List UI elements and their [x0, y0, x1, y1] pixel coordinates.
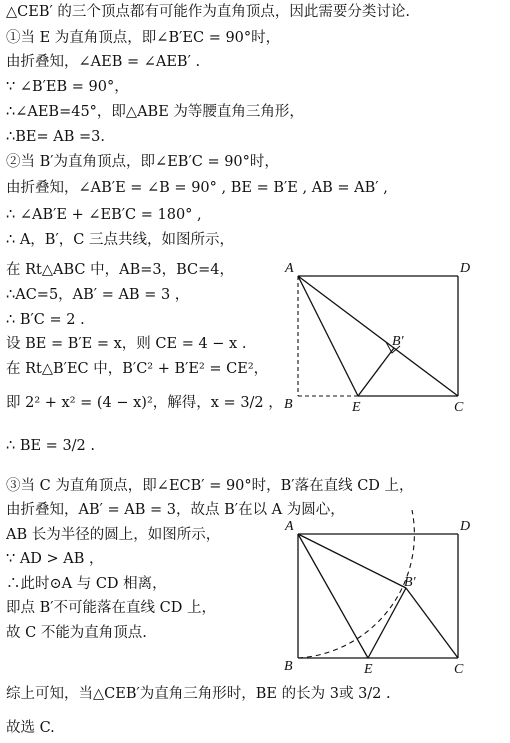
text-line: ∵ ∠B′EB = 90°， [6, 79, 129, 95]
text-line: ①当 E 为直角顶点，即∠B′EC = 90°时， [6, 30, 281, 46]
figure-rectangle-case3 [280, 510, 480, 680]
text-line: ∴ A，B′，C 三点共线，如图所示， [6, 232, 234, 248]
text-line: 即 2² + x² = (4 − x)²，解得，x = 3/2 ， [6, 395, 283, 411]
text-line: ∴∠AEB=45°，即△ABE 为等腰直角三角形， [6, 104, 304, 120]
label-b: B [284, 397, 293, 412]
label-bprime: B′ [404, 575, 416, 590]
label-d: D [460, 519, 471, 534]
text-line: ∴ B′C = 2 . [6, 312, 85, 328]
text-line: ∴ ∠AB′E + ∠EB′C = 180° , [6, 207, 202, 223]
text-line: ②当 B′为直角顶点，即∠EB′C = 90°时， [6, 154, 279, 170]
text-line: 在 Rt△ABC 中，AB=3，BC=4， [6, 262, 234, 278]
text-line: ∵ AD > AB ， [6, 551, 104, 567]
text-line: 由折叠知，∠AB′E = ∠B = 90° , BE = B′E , AB = AB′ , [6, 180, 388, 196]
label-a: A [285, 519, 294, 534]
label-bprime: B′ [392, 334, 404, 349]
text-line: ∴AC=5，AB′ = AB = 3 ， [6, 287, 190, 303]
text-line: 故 C 不能为直角顶点. [6, 625, 147, 641]
text-line: ∴ BE = 3/2 . [6, 438, 95, 454]
text-line: 即点 B′不可能落在直线 CD 上， [6, 600, 216, 616]
text-line: 故选 C. [6, 720, 55, 736]
text-line: △CEB′ 的三个顶点都有可能作为直角顶点，因此需要分类讨论. [6, 4, 410, 20]
text-line: 由折叠知，AB′ = AB = 3，故点 B′在以 A 为圆心， [6, 502, 345, 518]
label-b: B [284, 659, 293, 674]
text-line: 综上可知，当△CEB′为直角三角形时，BE 的长为 3或 3/2 . [6, 686, 391, 702]
label-a: A [285, 261, 294, 276]
text-line: 设 BE = B′E = x，则 CE = 4 − x . [6, 336, 247, 352]
label-e: E [352, 400, 361, 415]
label-c: C [454, 662, 464, 677]
label-d: D [460, 261, 471, 276]
text-line: ∴此时⊙A 与 CD 相离， [6, 576, 167, 592]
text-line: 由折叠知，∠AEB = ∠AEB′ . [6, 54, 201, 70]
text-line: AB 长为半径的圆上，如图所示， [6, 527, 221, 543]
text-line: 在 Rt△B′EC 中，B′C² + B′E² = CE²， [6, 361, 269, 377]
text-line: ∴BE= AB =3. [6, 129, 105, 145]
figure-rectangle-case2 [280, 258, 480, 418]
label-c: C [454, 400, 464, 415]
text-line: ③当 C 为直角顶点，即∠ECB′ = 90°时，B′落在直线 CD 上， [6, 478, 414, 494]
label-e: E [364, 662, 373, 677]
